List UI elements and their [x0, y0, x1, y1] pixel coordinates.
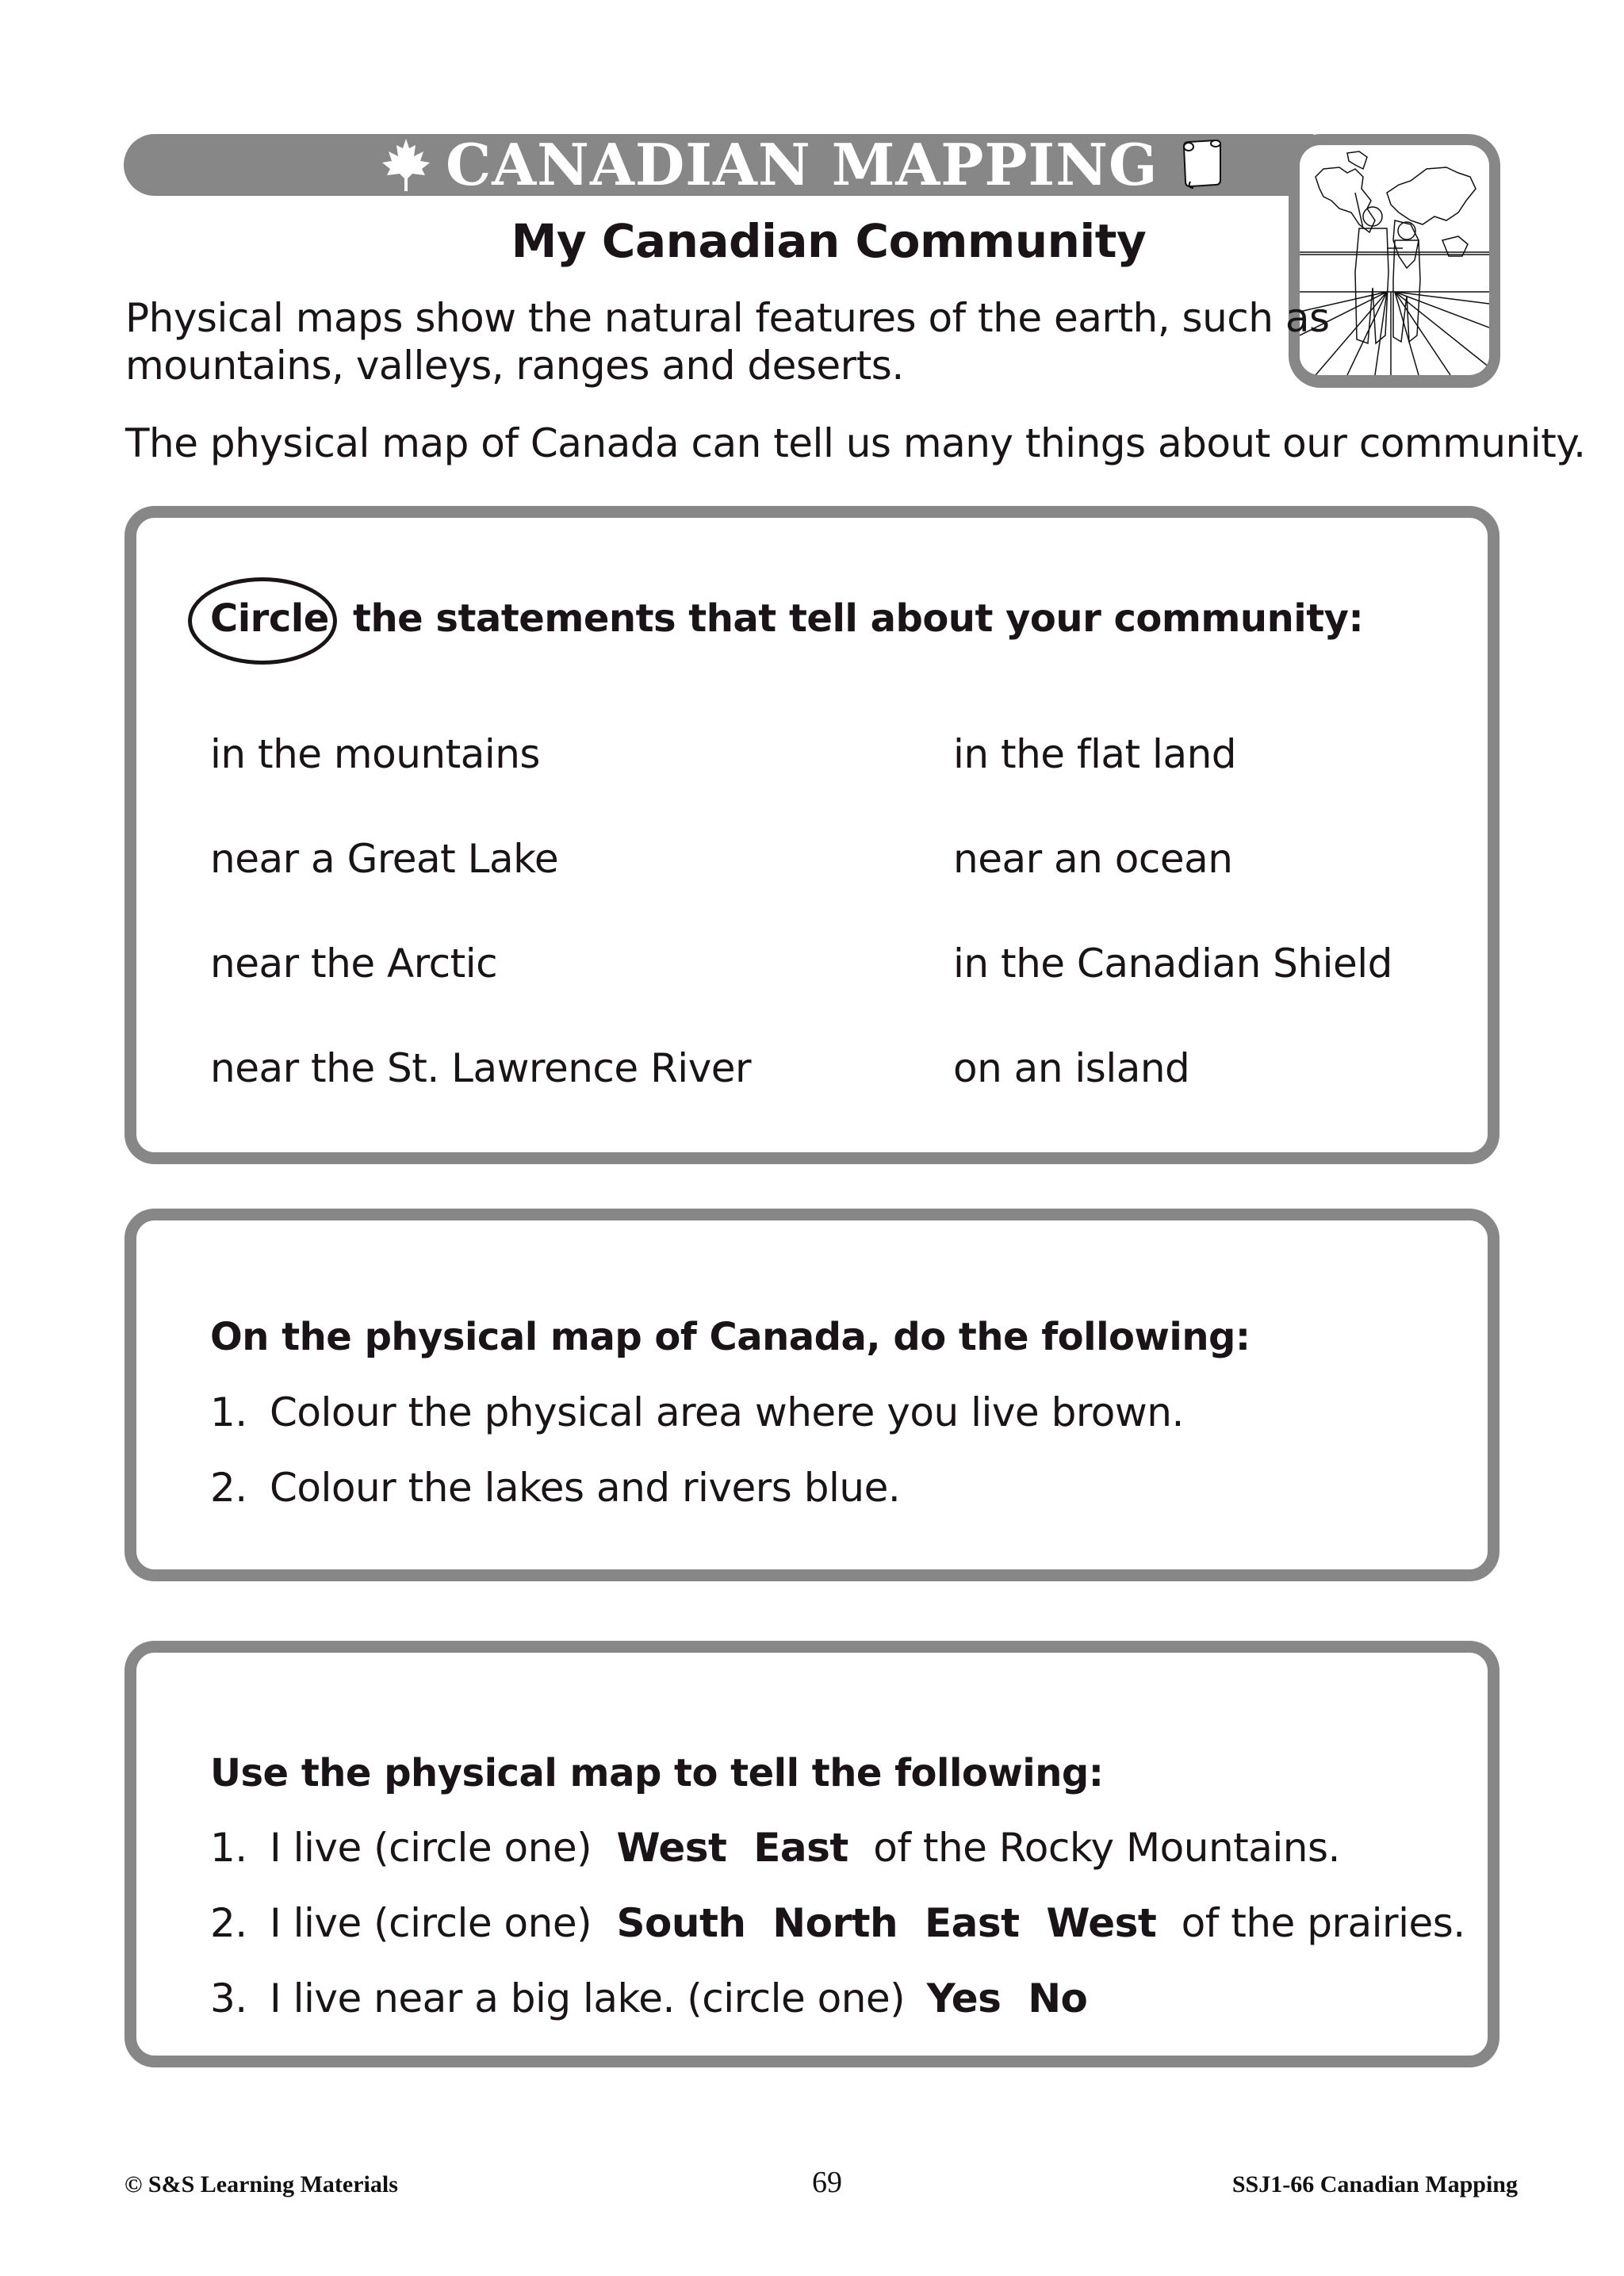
footer-series: SSJ1-66 Canadian Mapping	[1231, 2171, 1518, 2197]
question-item: 2. I live (circle one) South North East West of the prairies.	[210, 1900, 1465, 1946]
scroll-map-icon	[1178, 139, 1225, 191]
circle-word: Circle	[210, 596, 329, 641]
intro-line-3: The physical map of Canada can tell us many things about our community.	[125, 420, 1586, 466]
statement-option[interactable]: on an island	[953, 1045, 1190, 1091]
colouring-heading: On the physical map of Canada, do the following:	[210, 1315, 1251, 1359]
question-item: 1. I live (circle one) West East of the Rocky Mountains.	[210, 1825, 1340, 1871]
questions-heading: Use the physical map to tell the following:	[210, 1751, 1104, 1795]
circle-heading-rest: the statements that tell about your community:	[353, 596, 1364, 641]
page-title: My Canadian Community	[511, 214, 1147, 268]
footer-copyright: © S&S Learning Materials	[124, 2171, 398, 2197]
statement-option[interactable]: near a Great Lake	[210, 836, 559, 882]
page-number: 69	[812, 2166, 842, 2199]
answer-options[interactable]: Yes No	[926, 1975, 1088, 2021]
statement-option[interactable]: near the Arctic	[210, 941, 498, 987]
colouring-step: 2. Colour the lakes and rivers blue.	[210, 1465, 901, 1511]
intro-line-1: Physical maps show the natural features of the earth, such as	[125, 295, 1330, 341]
banner-title: CANADIAN MAPPING	[446, 131, 1159, 198]
statement-option[interactable]: near an ocean	[953, 836, 1233, 882]
intro-line-2: mountains, valleys, ranges and deserts.	[125, 343, 904, 389]
question-item: 3. I live near a big lake. (circle one) Yes No	[210, 1975, 1088, 2021]
answer-options[interactable]: West East	[616, 1825, 848, 1871]
maple-leaf-icon	[381, 137, 431, 193]
statement-option[interactable]: in the mountains	[210, 731, 540, 777]
colouring-step: 1. Colour the physical area where you live brown.	[210, 1389, 1184, 1435]
statement-option[interactable]: in the Canadian Shield	[953, 941, 1392, 987]
statement-option[interactable]: near the St. Lawrence River	[210, 1045, 752, 1091]
banner-title-group	[381, 133, 1225, 197]
statement-option[interactable]: in the flat land	[953, 731, 1237, 777]
circle-heading	[210, 596, 1363, 641]
answer-options[interactable]: South North East West	[616, 1900, 1157, 1946]
